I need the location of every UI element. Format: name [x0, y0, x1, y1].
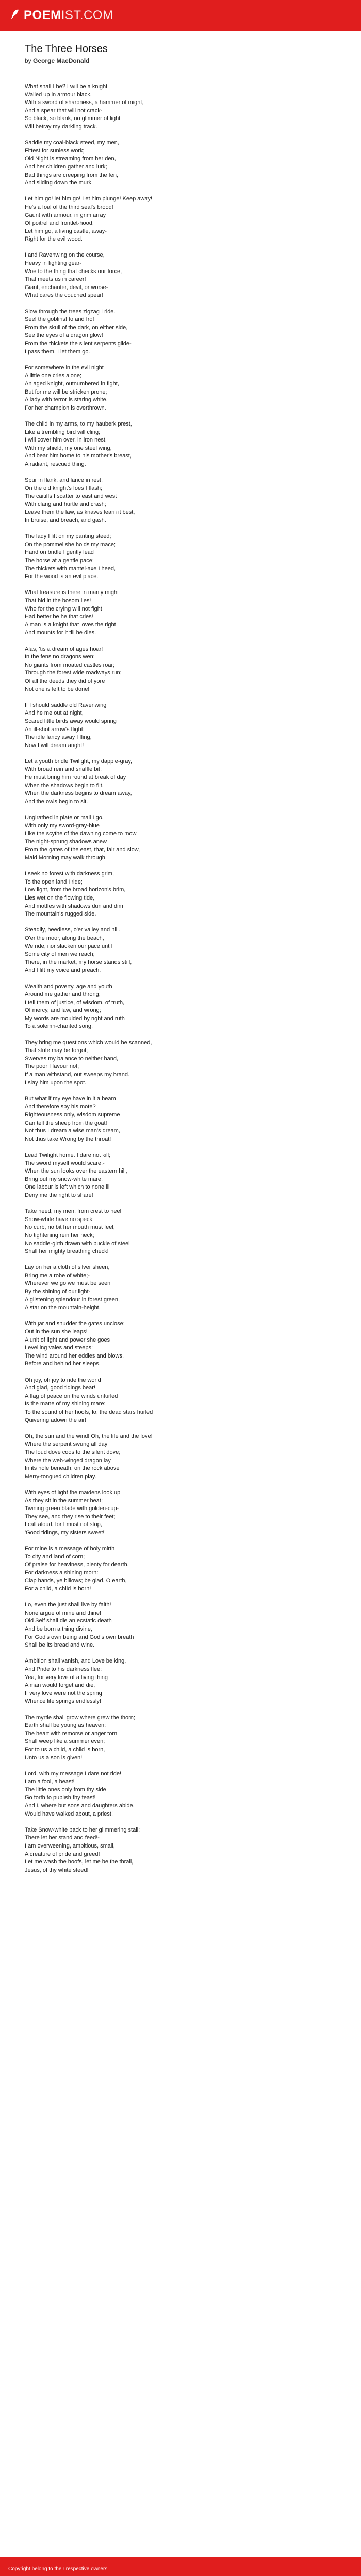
poem-line: For somewhere in the evil night	[25, 364, 104, 371]
poem-line: Wealth and poverty, age and youth	[25, 983, 112, 990]
poem-line: Deny me the right to share!	[25, 1192, 93, 1198]
poem-line: The caitiffs I scatter to east and west	[25, 493, 117, 500]
stanza	[25, 1545, 340, 1594]
poem-line: For God's own being and God's own breath	[25, 1634, 134, 1640]
poem-line: When the shadows begin to flit,	[25, 782, 104, 789]
poem-line: That strife may be forgot;	[25, 1047, 88, 1054]
poem-line: I tell them of justice, of wisdom, of truth,	[25, 999, 125, 1006]
poem-line: What cares the couched spear!	[25, 292, 104, 299]
poem-line: In bruise, and breach, and gash.	[25, 517, 106, 524]
poem-line: Leave them the law, as knaves learn it best,	[25, 509, 135, 516]
poem-line: Like a trembling bird will cling;	[25, 429, 101, 435]
stanza	[25, 1433, 340, 1481]
poem-line: To the open land I ride;	[25, 878, 83, 885]
poem-line: Through the forest wide roadways run;	[25, 670, 122, 676]
poem-line: The myrtle shall grow where grew the thorn;	[25, 1714, 135, 1721]
quill-pen-icon	[8, 9, 20, 22]
poem-line: A unit of light and power she goes	[25, 1336, 110, 1343]
poem-line: To city and land of corn;	[25, 1553, 85, 1560]
poem-line: And glad, good tidings bear!	[25, 1385, 95, 1392]
poem-line: Let him go, a living castle, away-	[25, 228, 107, 234]
poem-line: Bring me a robe of white;-	[25, 1272, 90, 1279]
poem-line: Lord, with my message I dare not ride!	[25, 1770, 122, 1777]
poem-line: Old Night is streaming from her den,	[25, 156, 116, 162]
stanza	[25, 1826, 340, 1875]
poem-line: Heavy in fighting gear-	[25, 260, 82, 267]
poem-line: Snow-white have no speck;	[25, 1216, 94, 1223]
poem-line: Giant, enchanter, devil, or worse-	[25, 284, 108, 291]
logo-text-light: IST.COM	[61, 8, 113, 22]
poem-line: Wherever we go we must be seen	[25, 1280, 111, 1287]
poem-line: With a sword of sharpness, a hammer of might,	[25, 99, 144, 106]
poem-line: For her champion is overthrown.	[25, 404, 106, 411]
poem-line: Where the serpent swung all day	[25, 1441, 108, 1448]
poem-line: From the skull of the dark, on either side,	[25, 324, 128, 331]
poem-line: Will betray my darkling track.	[25, 123, 97, 130]
poem-line: See! the goblins! to and fro!	[25, 316, 94, 323]
poem-line: A man is a knight that loves the right	[25, 621, 116, 628]
stanza	[25, 364, 340, 413]
stanza	[25, 758, 340, 806]
poem-line: Around me gather and throng;	[25, 991, 101, 998]
stanza	[25, 926, 340, 975]
stanza	[25, 1208, 340, 1256]
poem-line: And a spear that will not crack-	[25, 107, 103, 114]
poem-line: The wind around her eddies and blows,	[25, 1352, 124, 1359]
poem-line: Fittest for sunless work;	[25, 147, 85, 154]
poem-line: Shall be its bread and wine.	[25, 1642, 95, 1649]
stanza	[25, 1039, 340, 1088]
poem-line: Lay on her a cloth of silver sheen,	[25, 1264, 110, 1271]
poem-line: Not thus I dream a wise man's dream,	[25, 1128, 120, 1134]
poem-line: With broad rein and snaffle bit;	[25, 766, 102, 773]
poem-line: Gaunt with armour, in grim array	[25, 212, 106, 218]
poem-line: If I should saddle old Ravenwing	[25, 702, 107, 708]
poem-line: For darkness a shining morn:	[25, 1569, 99, 1576]
poem-line: Lies wet on the flowing tide,	[25, 894, 95, 901]
poem-line: The mountain's rugged side.	[25, 911, 96, 918]
poem-line: If a man withstand, out sweeps my brand.	[25, 1072, 129, 1078]
poem-line: Quivering adown the air!	[25, 1417, 87, 1423]
poem-line: Woe to the thing that checks our force,	[25, 268, 122, 275]
poem-line: To a solemn-chanted song.	[25, 1023, 93, 1030]
poem-line: The horse at a gentle pace;	[25, 557, 94, 564]
poem-line: Levelling vales and steeps:	[25, 1345, 93, 1351]
poem-line: Clap hands, ye billows; be glad, O earth,	[25, 1578, 127, 1584]
poem-line: For the wood is an evil place.	[25, 573, 99, 580]
poem-line: Go forth to publish thy feast!	[25, 1794, 96, 1801]
stanza	[25, 139, 340, 188]
poem-line: I am a fool, a beast!	[25, 1778, 75, 1785]
poem-line: Had better be he that cries!	[25, 614, 93, 620]
poem-line: Scared little birds away would spring	[25, 718, 117, 724]
footer-bar	[0, 2557, 361, 2576]
poem-line: The lady I lift on my panting steed;	[25, 533, 111, 540]
stanza	[25, 420, 340, 469]
poem-line: On the pommel she holds my mace;	[25, 541, 116, 548]
poem-line: From the gates of the east, that, fair and slow,	[25, 846, 140, 853]
poem-line: We ride, nor slacken our pace until	[25, 943, 112, 950]
poem-line: Of all the deeds they did of yore	[25, 677, 105, 684]
poem-line: Not one is left to be done!	[25, 686, 90, 692]
poem-line: I and Ravenwing on the course,	[25, 252, 105, 259]
poem-line: Who for the crying will not fight	[25, 605, 102, 612]
poem-body	[25, 83, 340, 1874]
stanza	[25, 251, 340, 300]
poem-line: No giants from moated castles roar;	[25, 662, 115, 668]
poem-line: And I, where but sons and daughters abide,	[25, 1803, 135, 1809]
poem-line: Ambition shall vanish, and Love be king,	[25, 1658, 126, 1665]
poem-line: He must bring him round at break of day	[25, 774, 126, 781]
poem-line: What shall I be? I will be a knight	[25, 83, 108, 90]
poem-line: For a child, a child is born!	[25, 1586, 91, 1592]
poem-line: With eyes of light the maidens look up	[25, 1489, 121, 1496]
poem-line: And be born a thing divine,	[25, 1626, 92, 1632]
poem-line: The heart with remorse or anger torn	[25, 1730, 118, 1737]
poem-line: No saddle-girth drawn with buckle of steel	[25, 1240, 130, 1247]
stanza	[25, 477, 340, 525]
stanza	[25, 1657, 340, 1706]
poem-line: Spur in flank, and lance in rest,	[25, 477, 103, 484]
poem-line: Slow through the trees zigzag I ride.	[25, 308, 116, 315]
poem-line: With jar and shudder the gates unclose;	[25, 1320, 125, 1327]
poem-line: A creature of pride and greed!	[25, 1851, 100, 1857]
stanza	[25, 1489, 340, 1537]
poem-line: Swerves my balance to neither hand,	[25, 1055, 118, 1062]
poem-line: I seek no forest with darkness grim,	[25, 871, 114, 877]
poem-line: Alas, 'tis a dream of ages hoar!	[25, 646, 103, 652]
poem-content	[0, 31, 361, 2557]
poem-line: I call aloud, for I must not stop,	[25, 1521, 102, 1528]
poem-line: Not thus take Wrong by the throat!	[25, 1136, 111, 1142]
poem-line: The sword myself would scare,-	[25, 1160, 105, 1166]
poem-line: To the sound of her hoofs, lo, the dead stars hurled	[25, 1409, 153, 1415]
site-logo[interactable]	[8, 8, 113, 23]
poem-line: O'er the moor, along the beach,	[25, 935, 104, 941]
poem-line: Like the scythe of the dawning come to mow	[25, 831, 137, 837]
poem-line: The little ones only from thy side	[25, 1786, 106, 1793]
poem-line: Of praise for heaviness, plenty for dearth,	[25, 1562, 129, 1568]
poem-line: An ill-shot arrow's flight:	[25, 726, 85, 733]
poem-line: But what if my eye have in it a beam	[25, 1095, 116, 1102]
poem-line: In the fens no dragons wen;	[25, 654, 95, 660]
poem-line: Is the mane of my shining mare:	[25, 1401, 106, 1408]
stanza	[25, 195, 340, 244]
stanza	[25, 1151, 340, 1200]
poem-line: Low light, from the broad horizon's brim,	[25, 887, 126, 893]
poem-line: My words are moulded by right and ruth	[25, 1015, 125, 1022]
poem-line: A star on the mountain-height.	[25, 1304, 101, 1311]
poem-line: A little one cries alone;	[25, 372, 82, 379]
poem-line: When the sun looks over the eastern hill,	[25, 1168, 127, 1175]
poem-line: Would have walked about, a priest!	[25, 1810, 113, 1817]
poem-line: Lo, even the just shall live by faith!	[25, 1602, 111, 1608]
poem-line: Oh, the sun and the wind! Oh, the life and the love!	[25, 1433, 153, 1439]
poem-line: But for me will be stricken prone;	[25, 388, 107, 395]
poem-line: That meets us in career!	[25, 276, 86, 283]
poem-line: Shall her mighty breathing check!	[25, 1248, 109, 1255]
poem-line: Steadily, heedless, o'er valley and hill.	[25, 927, 120, 934]
stanza	[25, 1601, 340, 1650]
poem-line: The thickets with mantel-axe I heed,	[25, 565, 116, 572]
poem-line: Let him go! let him go! Let him plunge! Keep away!	[25, 196, 153, 202]
poem-line: And the owls begin to sit.	[25, 798, 88, 805]
poem-line: A flag of peace on the winds unfurled	[25, 1393, 118, 1399]
poem-line: I pass them, I let them go.	[25, 348, 90, 355]
poem-line: And sliding down the murk.	[25, 180, 93, 187]
poem-line: Hand on bridle I gently lead	[25, 549, 94, 556]
poem-line: Unto us a son is given!	[25, 1754, 83, 1761]
footer-copyright: Copyright belong to their respective owners	[8, 2566, 108, 2572]
poem-line: A radiant, rescued thing.	[25, 461, 86, 467]
poem-line: And mounts for it till he dies.	[25, 630, 96, 636]
poem-line: There, in the market, my horse stands still,	[25, 959, 132, 965]
poem-line: I will cover him over, in iron nest,	[25, 437, 107, 444]
poem-line: None argue of mine and thine!	[25, 1609, 101, 1616]
stanza	[25, 1095, 340, 1144]
poem-line: Twining green blade with golden-cup-	[25, 1505, 119, 1512]
top-bar	[0, 0, 361, 31]
poem-line: By the shining of our light-	[25, 1289, 91, 1295]
poem-line: Jesus, of thy white steed!	[25, 1867, 89, 1873]
poem-line: No curb, no bit her mouth must feel,	[25, 1224, 115, 1231]
poem-line: Yea, for very love of a living thing	[25, 1674, 108, 1681]
by-label: by	[25, 57, 31, 64]
poem-line: And mottles with shadows dun and dim	[25, 903, 123, 909]
poem-line: A lady with terror is staring white,	[25, 397, 108, 403]
poem-line: Bad things are creeping from the fen,	[25, 172, 118, 178]
stanza	[25, 1770, 340, 1819]
stanza	[25, 533, 340, 581]
poem-line: Righteousness only, wisdom supreme	[25, 1112, 120, 1118]
poem-line: Whence life springs endlessly!	[25, 1698, 101, 1705]
poem-line: In its hole beneath, on the rock above	[25, 1465, 120, 1472]
poem-line: If very love were not the spring	[25, 1690, 102, 1697]
poem-line: Ungirathed in plate or mail I go,	[25, 815, 104, 821]
poem-line: What treasure is there in manly might	[25, 589, 119, 596]
poem-line: And bear him home to his mother's breast,	[25, 453, 132, 460]
poem-line: Maid Morning may walk through.	[25, 855, 107, 861]
poem-line: Take heed, my men, from crest to heel	[25, 1208, 122, 1215]
poem-line: Right for the evil wood.	[25, 236, 83, 243]
poem-line: 'Good tidings, my sisters sweet!'	[25, 1529, 106, 1536]
stanza	[25, 1320, 340, 1368]
poem-line: Some city of men we reach;	[25, 951, 95, 958]
poem-line: Let me wash the hoofs, let me be the thrall,	[25, 1859, 134, 1866]
poem-line: No tightening rein her neck;	[25, 1232, 94, 1239]
poem-author-link[interactable]: George MacDonald	[33, 57, 90, 64]
poem-line: Before and behind her sleeps.	[25, 1361, 101, 1367]
poem-line: Shall weep like a summer even;	[25, 1738, 105, 1745]
poem-line: On the old knight's foes I flash;	[25, 485, 103, 492]
poem-line: One labour is left which to none ill	[25, 1184, 110, 1191]
poem-line: That hid in the bosom lies!	[25, 598, 91, 604]
poem-line: Of poitrel and frontlet-hood,	[25, 220, 94, 227]
stanza	[25, 1264, 340, 1312]
poem-line: With only my sword-gray-blue	[25, 822, 100, 829]
poem-line: Lead Twilight home. I dare not kill;	[25, 1151, 111, 1158]
stanza	[25, 646, 340, 694]
poem-line: So black, so blank, no glimmer of light	[25, 115, 121, 122]
poem-line: Saddle my coal-black steed, my men,	[25, 140, 119, 146]
poem-line: And therefore spy his mote?	[25, 1104, 96, 1110]
poem-line: Walled up in armour black,	[25, 91, 92, 98]
poem-line: For mine is a message of holy mirth	[25, 1546, 115, 1552]
stanza	[25, 983, 340, 1031]
poem-line: Take Snow-white back to her glimmering stall;	[25, 1826, 140, 1833]
poem-byline	[25, 57, 340, 64]
poem-line: See the eyes of a dragon glow!	[25, 332, 103, 339]
stanza	[25, 1377, 340, 1425]
poem-line: I am overweening, ambitious, small,	[25, 1843, 115, 1850]
poem-line: And I lift my voice and preach.	[25, 967, 101, 974]
poem-line: A man would forget and die,	[25, 1682, 95, 1689]
poem-line: He's a foal of the third seal's brood!	[25, 204, 113, 210]
poem-line: When the darkness begins to dream away,	[25, 790, 132, 797]
poem-line: With my shield, my one steel wing,	[25, 445, 112, 451]
poem-line: There let her stand and feed!-	[25, 1835, 100, 1841]
logo-text-bold: POEM	[24, 8, 61, 22]
poem-line: Out in the sun she leaps!	[25, 1329, 88, 1335]
poem-line: A glistening splendour in forest green,	[25, 1296, 120, 1303]
poem-line: And Pride to his darkness flee;	[25, 1666, 102, 1672]
poem-line: Oh joy, oh joy to ride the world	[25, 1377, 101, 1383]
poem-line: The poor I favour not;	[25, 1063, 79, 1070]
poem-line: For to us a child, a child is born,	[25, 1746, 105, 1753]
poem-line: The idle fancy away I fling,	[25, 734, 92, 741]
poem-line: With clang and hurtle and crash;	[25, 501, 106, 507]
poem-line: An aged knight, outnumbered in fight,	[25, 380, 119, 387]
stanza	[25, 814, 340, 862]
poem-line: Let a youth bridle Twilight, my dapple-gray,	[25, 758, 133, 765]
poem-line: They bring me questions which would be scanned,	[25, 1039, 152, 1046]
stanza	[25, 308, 340, 357]
poem-line: The loud dove coos to the silent dove;	[25, 1449, 121, 1455]
poem-line: They see, and they rise to their feet;	[25, 1513, 116, 1520]
poem-title: The Three Horses	[25, 43, 108, 55]
poem-line: Can tell the sheep from the goat!	[25, 1120, 107, 1126]
poem-line: Merry-tongued children play.	[25, 1473, 96, 1480]
stanza	[25, 83, 340, 131]
poem-line: Earth shall be young as heaven;	[25, 1722, 106, 1729]
poem-line: Of mercy, and law, and wrong;	[25, 1007, 101, 1014]
poem-line: Now I will dream aright!	[25, 742, 84, 749]
stanza	[25, 1714, 340, 1762]
poem-line: The child in my arms, to my hauberk prest,	[25, 420, 132, 427]
poem-line: As they sit in the summer heat;	[25, 1497, 103, 1504]
poem-line: And her children gather and lurk;	[25, 163, 107, 170]
poem-line: Bring out my snow-white mare:	[25, 1176, 103, 1182]
poem-line: And he me out at night,	[25, 710, 84, 717]
stanza	[25, 702, 340, 750]
poem-line: Old Self shall die an ecstatic death	[25, 1618, 112, 1624]
poem-line: I slay him upon the spot.	[25, 1079, 87, 1086]
poem-line: From the thickets the silent serpents glide-	[25, 341, 132, 347]
poem-line: Where the web-winged dragon lay	[25, 1457, 111, 1464]
stanza	[25, 589, 340, 637]
stanza	[25, 870, 340, 919]
poem-line: The night-sprung shadows anew	[25, 838, 107, 845]
